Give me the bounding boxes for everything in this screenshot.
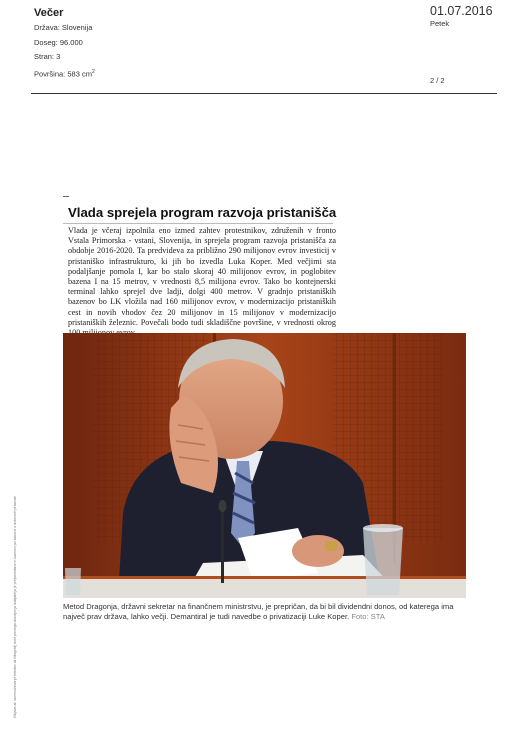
area-value: Površina: 583 cm <box>34 69 92 79</box>
page-count: 2 / 2 <box>430 76 445 85</box>
publication-date: 01.07.2016 <box>430 4 493 18</box>
photo-caption <box>63 602 466 622</box>
article-body: Vlada je včeraj izpolnila eno izmed zahtev protestnikov, združenih v fronto Vstala Primorska - vstani, Slovenija, in sprejela program razvoja pristanišča za obdobje 2016-2020. Ta predvideva za približno 290 milijonov evrov investicij v pristaniško infrastrukturo, ki jih bo izvedla Luka Koper. Med večjimi sta podaljšanje pomola I, kar bo stalo skoraj 40 milijonov evrov, in poglobitev bazena I na 15 metrov, v vrednosti 8,5 milijona evrov. Tako bo kontejnerski terminal lahko sprejel dve ladji, dolgi 400 metrov. V gradnjo pristaniških bazenov bo LK vložila nad 160 milijonov evrov, v modernizacijo pristaniških cest in novih vhodov čez 20 milijonov in 15 milijonov v modernizacijo pristaniških železnic. Povečali bodo tudi skladiščne površine, v vrednosti okrog <box>68 226 336 327</box>
article-headline: Vlada sprejela program razvoja pristanišča <box>68 205 337 220</box>
page-field: Stran: 3 <box>34 52 61 62</box>
caption-text: Metod Dragonja, državni sekretar na finančnem ministrstvu, je prepričan, da bi bil dividendni donos, od katerega ima največ prav država, lahko večji. Demantiral je tudi navedbe o privatizaciji Luke Koper. <box>63 602 454 621</box>
publication-weekday: Petek <box>430 19 450 28</box>
photo-illustration <box>63 333 466 598</box>
circulation-field: Doseg: 96.000 <box>34 37 83 47</box>
area-field <box>34 65 95 82</box>
country-field: Država: Slovenija <box>34 23 93 32</box>
header-divider <box>31 93 497 94</box>
section-mark <box>63 196 69 197</box>
photo-credit: Foto: STA <box>351 612 385 621</box>
headline-divider <box>63 223 333 224</box>
publication-name: Večer <box>34 7 64 19</box>
article-photo <box>63 333 466 598</box>
clipping-metadata <box>34 6 95 82</box>
clipping-date-block <box>430 4 493 85</box>
area-unit-exponent: 2 <box>91 68 95 75</box>
copyright-notice: Objava ali razmnoževanje tekstov ali fotografij brez pisnega dovoljenja izdajatelja je prepovedano in kaznivo po zakonu o avtorskih pravicah <box>13 495 17 718</box>
